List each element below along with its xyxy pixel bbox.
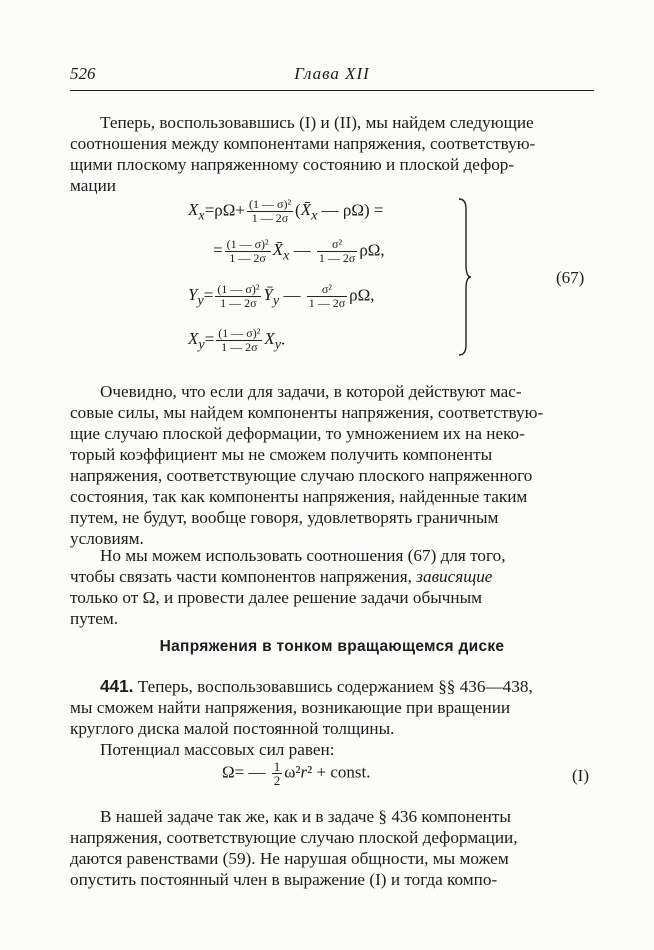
chapter-title: Глава XII (294, 64, 370, 83)
body-force-line-3: щие случаю плоской деформации, то умножением их на неко- (70, 424, 525, 443)
intro-line-4: мации (70, 176, 116, 195)
body-force-line-1: Очевидно, что если для задачи, в которой действуют мас- (100, 382, 522, 401)
frac-denominator: 1 — 2σ (221, 340, 258, 354)
frac-denominator: 1 — 2σ (251, 211, 289, 225)
equation-67-line-2: = $\frac{\text{(1 — σ)²}}{1 — 2\sigma}$ $X̄_x$ — $\frac{\text{σ²}}{1 — 2\sigma}$ ρΩ, (213, 237, 385, 265)
final-line-2: напряжения, соответствующие случаю плоской деформации, (70, 828, 518, 847)
frac-denominator: 1 — 2σ (318, 251, 356, 265)
section-441-line-3: круглого диска малой постоянной толщины. (70, 719, 395, 738)
intro-line-3: щими плоскому напряженному состоянию и плоской дефор- (70, 155, 515, 174)
frac-denominator: 1 — 2σ (220, 296, 257, 310)
frac-numerator: 1 (273, 759, 281, 774)
page-header (70, 64, 594, 88)
frac-numerator: (1 — σ)² (218, 326, 261, 340)
body-force-line-2: совые силы, мы найдем компоненты напряжения, соответствую- (70, 403, 544, 422)
equation-67-line-4: $X_y=$ $\frac{\text{(1 — σ)²}}{1 — 2\sigma}$ $X_y$. (188, 326, 286, 354)
potential-intro: Потенциал массовых сил равен: (100, 740, 335, 759)
final-line-4: опустить постоянный член в выражение (I) и тогда компо- (70, 870, 498, 889)
final-line-3: даются равенствами (59). Не нарушая общности, мы можем (70, 849, 509, 868)
use-line-1: Но мы можем использовать соотношения (67) для того, (100, 546, 506, 565)
body-force-line-4: торый коэффициент мы не сможем получить компоненты (70, 445, 493, 464)
equation-I: Ω= — $\frac{1}{2}$ ω²r² + const. (222, 759, 371, 788)
use-line-2 (70, 566, 594, 587)
body-force-line-5: напряжения, соответствующие случаю плоского напряженного (70, 466, 533, 485)
equation-I-label: (I) (572, 766, 589, 785)
const-term: const. (330, 762, 371, 782)
frac-numerator: σ² (317, 238, 357, 252)
page-number: 526 (70, 64, 96, 83)
body-force-line-8: условиям. (70, 529, 144, 548)
use-line-2-italic: зависящие (416, 567, 493, 586)
use-line-3: только от Ω, и провести далее решение задачи обычным (70, 588, 483, 607)
frac-denominator: 1 — 2σ (308, 296, 346, 310)
frac-numerator: (1 — σ)² (217, 282, 260, 296)
equation-67-line-3: $Y_y=$ $\frac{\text{(1 — σ)²}}{1 — 2\sigma}$ $Ȳ_y$ — $\frac{\text{σ²}}{1 — 2\sigma}$ ρΩ, (188, 282, 375, 310)
use-line-4: путем. (70, 609, 119, 628)
frac-numerator: (1 — σ)² (226, 237, 269, 251)
intro-line-2: соотношения между компонентами напряжения, соответствую- (70, 134, 536, 153)
section-heading: Напряжения в тонком вращающемся диске (159, 638, 505, 655)
use-line-2-text: чтобы связать части компонентов напряжения, (70, 567, 417, 586)
section-441-line-1 (70, 676, 594, 697)
body-force-line-7: путем, не будут, вообще говоря, удовлетворять граничным (70, 508, 499, 527)
section-number: 441. (100, 676, 134, 696)
body-force-line-6: состояния, так как компоненты напряжения, найденные таким (70, 487, 528, 506)
equation-67-line-1: $X_x=\rho\Omega+$ $\frac{\text{(1 — σ)²}}{1 — 2\sigma}$ ($X̄_x$ — ρΩ) = (188, 197, 384, 225)
frac-numerator: σ² (307, 283, 347, 297)
frac-numerator: (1 — σ)² (248, 197, 292, 211)
final-line-1: В нашей задаче так же, как и в задаче § 436 компоненты (100, 807, 511, 826)
intro-line-1: Теперь, воспользовавшись (I) и (II), мы найдем следующие (100, 113, 534, 132)
frac-denominator: 1 — 2σ (229, 251, 266, 265)
right-brace (458, 197, 472, 357)
frac-denominator: 2 (273, 773, 281, 788)
equation-67-label: (67) (556, 268, 585, 287)
section-441-line-2: мы сможем найти напряжения, возникающие при вращении (70, 698, 511, 717)
section-441-line-1-text: Теперь, воспользовавшись содержанием §§ 436—438, (133, 677, 533, 696)
header-rule (70, 90, 594, 91)
